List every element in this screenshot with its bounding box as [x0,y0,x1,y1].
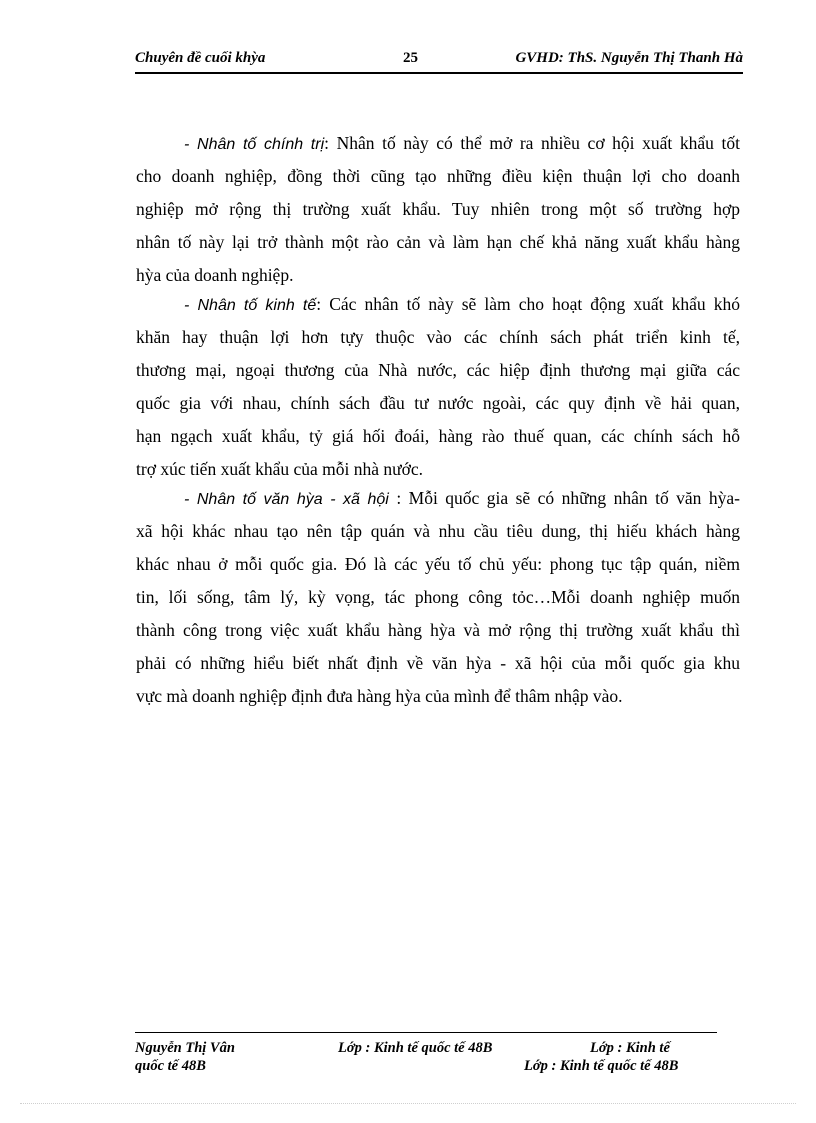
footer-rule [135,1032,717,1033]
footer-author-continued: quốc tế 48B [135,1058,206,1074]
paragraph-line: thành công trong việc xuất khẩu hàng hỳa và mở rộng thị trường xuất khẩu thì [136,620,740,640]
paragraph-line: thương mại, ngoại thương của Nhà nước, các hiệp định thương mại giữa các [136,360,740,380]
paragraph-lead: - Nhân tố văn hỳa - xã hội [184,491,389,508]
page-number: 25 [403,50,418,66]
paragraph-line: quốc gia với nhau, chính sách đầu tư nước ngoài, các quy định về hải quan, [136,393,740,413]
paragraph-line: phải có những hiểu biết nhất định về văn hỳa - xã hội của mỗi quốc gia khu [136,653,740,673]
paragraph-line: hỳa của doanh nghiệp. [136,265,294,285]
footer-class-continued: Lớp : Kinh tế [590,1040,670,1056]
paragraph-lead: - Nhân tố chính trị [184,136,325,153]
paragraph-line: khác nhau ở mỗi quốc gia. Đó là các yếu tố chủ yếu: phong tục tập quán, niềm [136,554,740,574]
page-edge-dotted-line [20,1103,796,1104]
footer-class-repeat: Lớp : Kinh tế quốc tế 48B [524,1058,679,1074]
footer-class: Lớp : Kinh tế quốc tế 48B [338,1040,493,1056]
paragraph-line: - Nhân tố văn hỳa - xã hội : Mỗi quốc gia sẽ có những nhân tố văn hỳa- [184,488,740,508]
paragraph-line: nhân tố này lại trở thành một rào cản và làm hạn chế khả năng xuất khẩu hàng [136,232,740,252]
paragraph-line: trợ xúc tiến xuất khẩu của mỗi nhà nước. [136,459,424,479]
paragraph-line: xã hội khác nhau tạo nên tập quán và nhu cầu tiêu dung, thị hiếu khách hàng [136,521,740,541]
paragraph-line: nghiệp mở rộng thị trường xuất khẩu. Tuy nhiên trong một số trường hợp [136,199,740,219]
paragraph-lead: - Nhân tố kinh tế [184,297,317,314]
supervisor: GVHD: ThS. Nguyễn Thị Thanh Hà [515,50,743,66]
paragraph-line: - Nhân tố kinh tế: Các nhân tố này sẽ làm cho hoạt động xuất khẩu khó [184,294,740,314]
paragraph-line: khăn hay thuận lợi hơn tựy thuộc vào các chính sách phát triển kinh tế, [136,327,740,347]
page-header [135,48,743,74]
document-title: Chuyên đề cuối khỳa [135,50,266,66]
footer-author: Nguyễn Thị Vân [135,1040,235,1056]
paragraph-line: vực mà doanh nghiệp định đưa hàng hỳa của mình để thâm nhập vào. [136,686,623,706]
paragraph-line: tin, lối sống, tâm lý, kỳ vọng, tác phong công tỏc…Mỗi doanh nghiệp muốn [136,587,740,607]
paragraph-line: hạn ngạch xuất khẩu, tỷ giá hối đoái, hàng rào thuế quan, các chính sách hỗ [136,426,740,446]
paragraph-line: cho doanh nghiệp, đồng thời cũng tạo những điều kiện thuận lợi cho doanh [136,166,740,186]
paragraph-cultural-factor [136,482,740,713]
paragraph-political-factor [136,127,740,292]
paragraph-economic-factor [136,288,740,486]
paragraph-line: - Nhân tố chính trị: Nhân tố này có thể mở ra nhiều cơ hội xuất khẩu tốt [184,133,741,153]
